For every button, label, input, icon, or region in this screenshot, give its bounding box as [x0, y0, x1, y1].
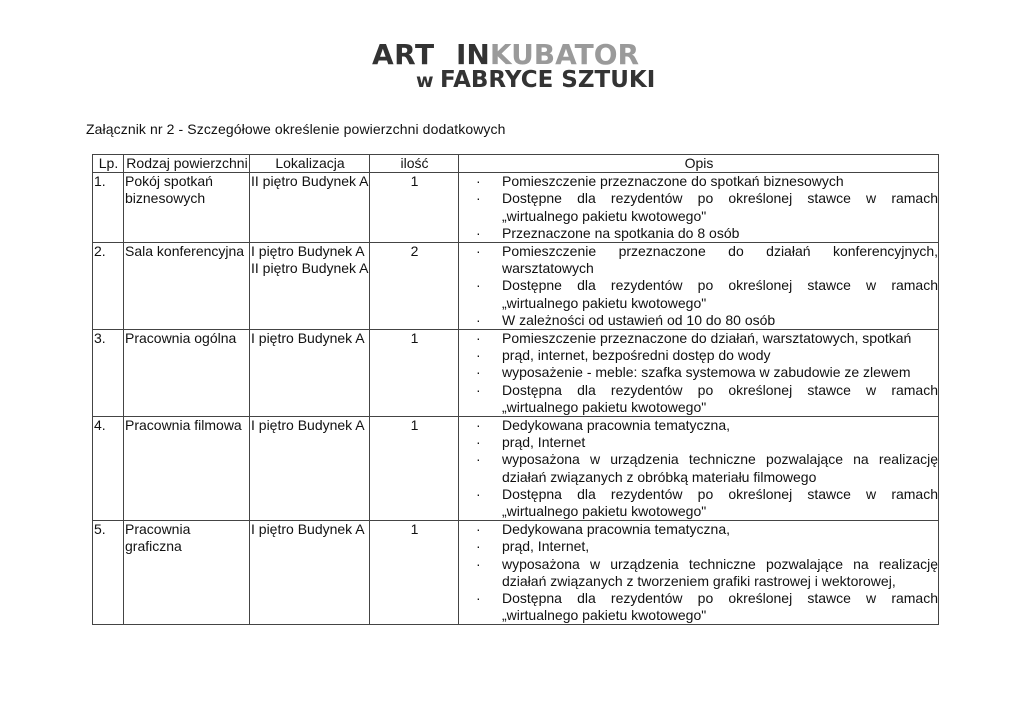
header-lokalizacja: Lokalizacja [250, 155, 370, 173]
cell-rodzaj: Pracownia filmowa [124, 417, 250, 521]
bullet-dot: · [476, 521, 481, 538]
logo-kubator: KUBATOR [489, 40, 640, 71]
cell-ilosc: 2 [370, 243, 459, 330]
cell-opis [459, 330, 939, 417]
opis-item [460, 225, 938, 242]
bullet-dot: · [476, 243, 481, 260]
table-row [93, 173, 939, 243]
cell-lp: 3. [93, 330, 124, 417]
table-row [93, 417, 939, 521]
opis-text: Dostępna dla rezydentów po określonej stawce w ramach „wirtualnego pakietu kwotowego" [502, 590, 938, 624]
logo-graphic [370, 40, 655, 90]
opis-item [460, 312, 938, 329]
bullet-dot: · [476, 381, 481, 398]
opis-item [460, 417, 938, 434]
opis-text: wyposażenie - meble: szafka systemowa w zabudowie ze zlewem [502, 364, 911, 381]
opis-text: Dedykowana pracownia tematyczna, [502, 417, 731, 434]
bullet-dot: · [476, 311, 481, 328]
lokalizacja-line: I piętro Budynek A [251, 521, 365, 538]
surfaces-table [92, 154, 939, 625]
logo-in: IN [456, 40, 490, 71]
bullet-dot: · [476, 347, 481, 364]
lokalizacja-line: I piętro Budynek A [251, 243, 365, 260]
bullet-dot: · [476, 190, 481, 207]
opis-text: wyposażona w urządzenia techniczne pozwalające na realizację działań związanych z obróbką materiału filmowego [502, 451, 938, 485]
cell-lokalizacja [250, 521, 370, 625]
table-row [93, 330, 939, 417]
cell-lp: 1. [93, 173, 124, 243]
bullet-dot: · [476, 555, 481, 572]
art-inkubator-logo [370, 40, 655, 90]
header-ilosc: ilość [370, 155, 459, 173]
opis-text: prąd, Internet [502, 434, 586, 451]
opis-item [460, 451, 938, 485]
opis-item [460, 538, 938, 555]
cell-ilosc: 1 [370, 417, 459, 521]
opis-item [460, 434, 938, 451]
cell-lokalizacja [250, 173, 370, 243]
opis-item [460, 190, 938, 224]
cell-opis [459, 417, 939, 521]
cell-lp: 5. [93, 521, 124, 625]
opis-text: Dostępne dla rezydentów po określonej stawce w ramach „wirtualnego pakietu kwotowego" [502, 277, 938, 311]
cell-lokalizacja [250, 243, 370, 330]
opis-item [460, 277, 938, 311]
opis-list [460, 173, 938, 242]
header-opis: Opis [459, 155, 939, 173]
cell-rodzaj: Pracownia graficzna [124, 521, 250, 625]
lokalizacja-line: I piętro Budynek A [251, 330, 365, 347]
header-rodzaj: Rodzaj powierzchni [124, 155, 250, 173]
bullet-dot: · [476, 590, 481, 607]
opis-item [460, 347, 938, 364]
opis-item [460, 364, 938, 381]
opis-list [460, 330, 938, 416]
opis-list [460, 243, 938, 329]
cell-ilosc: 1 [370, 330, 459, 417]
cell-lokalizacja [250, 417, 370, 521]
opis-text: Dedykowana pracownia tematyczna, [502, 521, 731, 538]
bullet-dot: · [476, 277, 481, 294]
opis-text: Dostępne dla rezydentów po określonej stawce w ramach „wirtualnego pakietu kwotowego" [502, 190, 938, 224]
cell-rodzaj: Sala konferencyjna [124, 243, 250, 330]
opis-text: prąd, Internet, [502, 538, 590, 555]
opis-text: W zależności od ustawień od 10 do 80 osób [502, 311, 776, 328]
cell-ilosc: 1 [370, 173, 459, 243]
opis-text: Pomieszczenie przeznaczone do działań konferencyjnych, warsztatowych [502, 243, 938, 277]
bullet-dot: · [476, 224, 481, 241]
opis-item [460, 521, 938, 538]
opis-item [460, 173, 938, 190]
opis-item [460, 382, 938, 416]
header-lp: Lp. [93, 155, 124, 173]
opis-text: Pomieszczenie przeznaczone do spotkań biznesowych [502, 173, 844, 190]
opis-text: Dostępna dla rezydentów po określonej stawce w ramach „wirtualnego pakietu kwotowego" [502, 381, 938, 415]
opis-text: wyposażona w urządzenia techniczne pozwalające na realizację działań związanych z tworzeniem grafiki rastrowej i wektorowej, [502, 555, 938, 589]
cell-lp: 4. [93, 417, 124, 521]
opis-text: Dostępna dla rezydentów po określonej stawce w ramach „wirtualnego pakietu kwotowego" [502, 485, 938, 520]
bullet-dot: · [476, 364, 481, 381]
cell-lp: 2. [93, 243, 124, 330]
opis-text: Przeznaczone na spotkania do 8 osób [502, 224, 740, 241]
cell-ilosc: 1 [370, 521, 459, 625]
bullet-dot: · [476, 451, 481, 468]
bullet-dot: · [476, 434, 481, 451]
opis-item [460, 330, 938, 347]
opis-list [460, 417, 938, 520]
lokalizacja-line: II piętro Budynek A [251, 173, 369, 190]
cell-opis [459, 173, 939, 243]
bullet-dot: · [476, 330, 481, 347]
opis-text: Pomieszczenie przeznaczone do działań, warsztatowych, spotkań [502, 330, 912, 347]
lokalizacja-line: I piętro Budynek A [251, 417, 365, 434]
logo-fabryce: FABRYCE SZTUKI [440, 67, 655, 90]
table-header-row [93, 155, 939, 173]
table-row [93, 521, 939, 625]
logo-art-text [372, 40, 435, 71]
cell-lokalizacja [250, 330, 370, 417]
opis-item [460, 590, 938, 624]
bullet-dot: · [476, 485, 481, 502]
opis-item [460, 243, 938, 277]
lokalizacja-line: II piętro Budynek A [251, 260, 369, 277]
bullet-dot: · [476, 173, 481, 190]
opis-text: prąd, internet, bezpośredni dostęp do wody [502, 347, 771, 364]
document-title: Załącznik nr 2 - Szczegółowe określenie powierzchni dodatkowych [86, 121, 506, 137]
cell-opis [459, 243, 939, 330]
opis-item [460, 486, 938, 520]
opis-list [460, 521, 938, 624]
cell-rodzaj: Pracownia ogólna [124, 330, 250, 417]
opis-item [460, 556, 938, 590]
cell-rodzaj: Pokój spotkań biznesowych [124, 173, 250, 243]
logo-w: w [416, 70, 434, 90]
table-row [93, 243, 939, 330]
bullet-dot: · [476, 538, 481, 555]
cell-opis [459, 521, 939, 625]
bullet-dot: · [476, 417, 481, 434]
logo-art: ART [372, 40, 435, 71]
